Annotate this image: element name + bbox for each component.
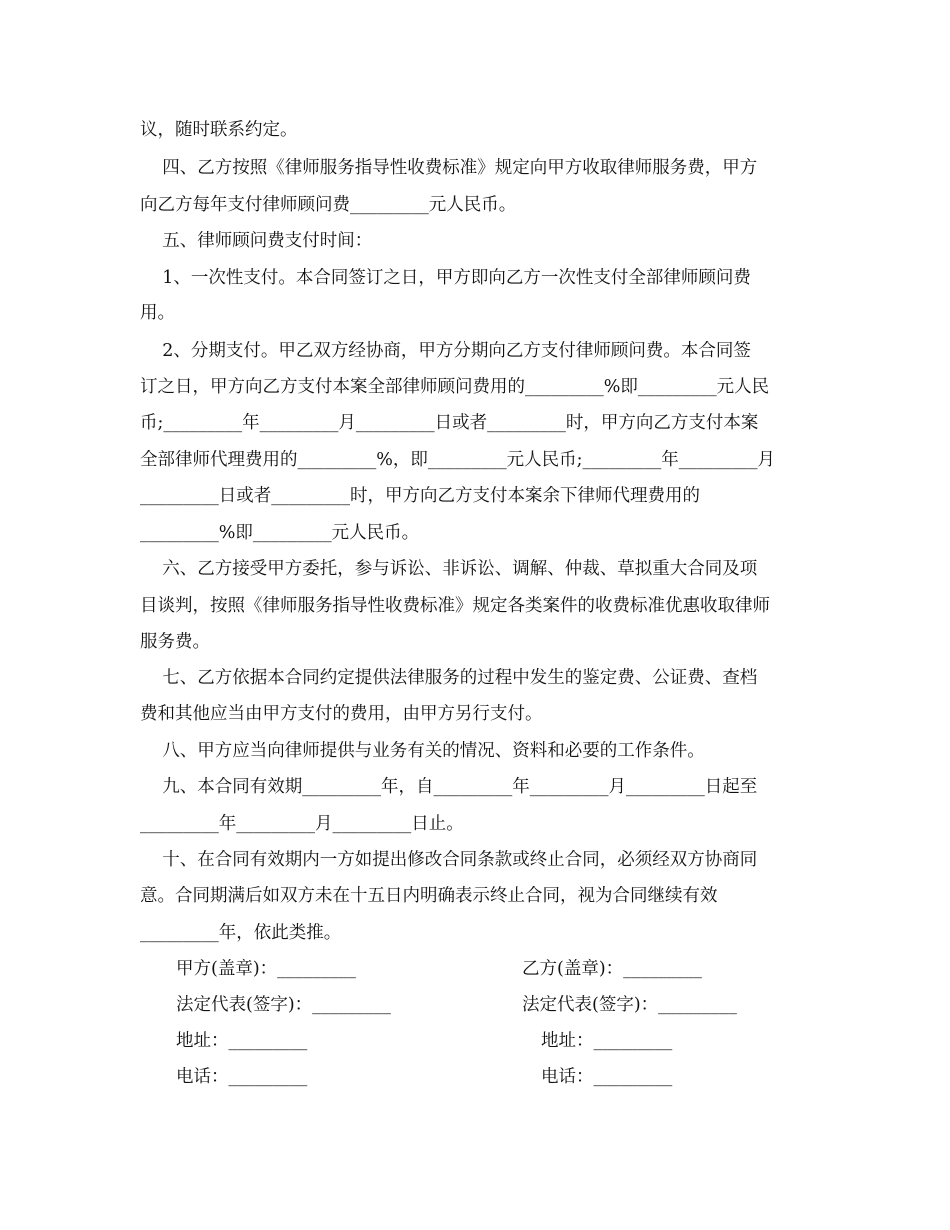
text-line: 2、分期支付。甲乙双方经协商，甲方分期向乙方支付律师顾问费。本合同签: [140, 341, 751, 361]
text-line: 费和其他应当由甲方支付的费用，由甲方另行支付。: [140, 704, 543, 724]
text-line: 六、乙方接受甲方委托，参与诉讼、非诉讼、调解、仲裁、草拟重大合同及项: [140, 559, 758, 579]
text-line: 九、本合同有效期_________年，自_________年_________月_________日起至: [140, 777, 758, 797]
text-line: _________%即_________元人民币。: [140, 523, 420, 543]
text-line: 七、乙方依据本合同约定提供法律服务的过程中发生的鉴定费、公证费、查档: [140, 668, 758, 688]
party-b-phone-field: 电话：_________: [541, 1067, 673, 1087]
text-line: _________年，依此类推。: [140, 923, 342, 943]
party-a-phone-field: 电话：_________: [176, 1067, 308, 1087]
text-line: _________日或者_________时，甲方向乙方支付本案余下律师代理费用的: [140, 486, 700, 506]
party-a-address-field: 地址：_________: [176, 1031, 308, 1051]
text-line: 十、在合同有效期内一方如提出修改合同条款或终止合同，必须经双方协商同: [140, 850, 758, 870]
text-line: 五、律师顾问费支付时间：: [140, 231, 373, 251]
text-line: 意。合同期满后如双方未在十五日内明确表示终止合同，视为合同继续有效: [140, 886, 718, 906]
party-a-representative-field: 法定代表(签字)：_________: [176, 995, 391, 1015]
text-line: _________年_________月_________日止。: [140, 814, 464, 834]
party-b-representative-field: 法定代表(签字)：_________: [522, 995, 737, 1015]
text-line: 1、一次性支付。本合同签订之日，甲方即向乙方一次性支付全部律师顾问费: [140, 268, 751, 288]
text-line: 目谈判，按照《律师服务指导性收费标准》规定各类案件的收费标准优惠收取律师: [140, 596, 770, 616]
text-line: 向乙方每年支付律师顾问费_________元人民币。: [140, 195, 517, 215]
party-b-address-field: 地址：_________: [541, 1031, 673, 1051]
text-line: 议，随时联系约定。: [140, 120, 298, 140]
text-line: 八、甲方应当向律师提供与业务有关的情况、资料和必要的工作条件。: [140, 741, 705, 761]
text-line: 服务费。: [140, 632, 210, 652]
text-line: 四、乙方按照《律师服务指导性收费标准》规定向甲方收取律师服务费，甲方: [140, 158, 758, 178]
text-line: 全部律师代理费用的_________%，即_________元人民币;_________年_________月: [140, 450, 776, 470]
text-line: 订之日，甲方向乙方支付本案全部律师顾问费用的_________%即_________元人民: [140, 377, 770, 397]
text-line: 币;_________年_________月_________日或者_________时，甲方向乙方支付本案: [140, 413, 759, 433]
party-a-seal-field: 甲方(盖章)：_________: [176, 959, 356, 979]
text-line: 用。: [140, 303, 175, 323]
party-b-seal-field: 乙方(盖章)：_________: [522, 959, 702, 979]
